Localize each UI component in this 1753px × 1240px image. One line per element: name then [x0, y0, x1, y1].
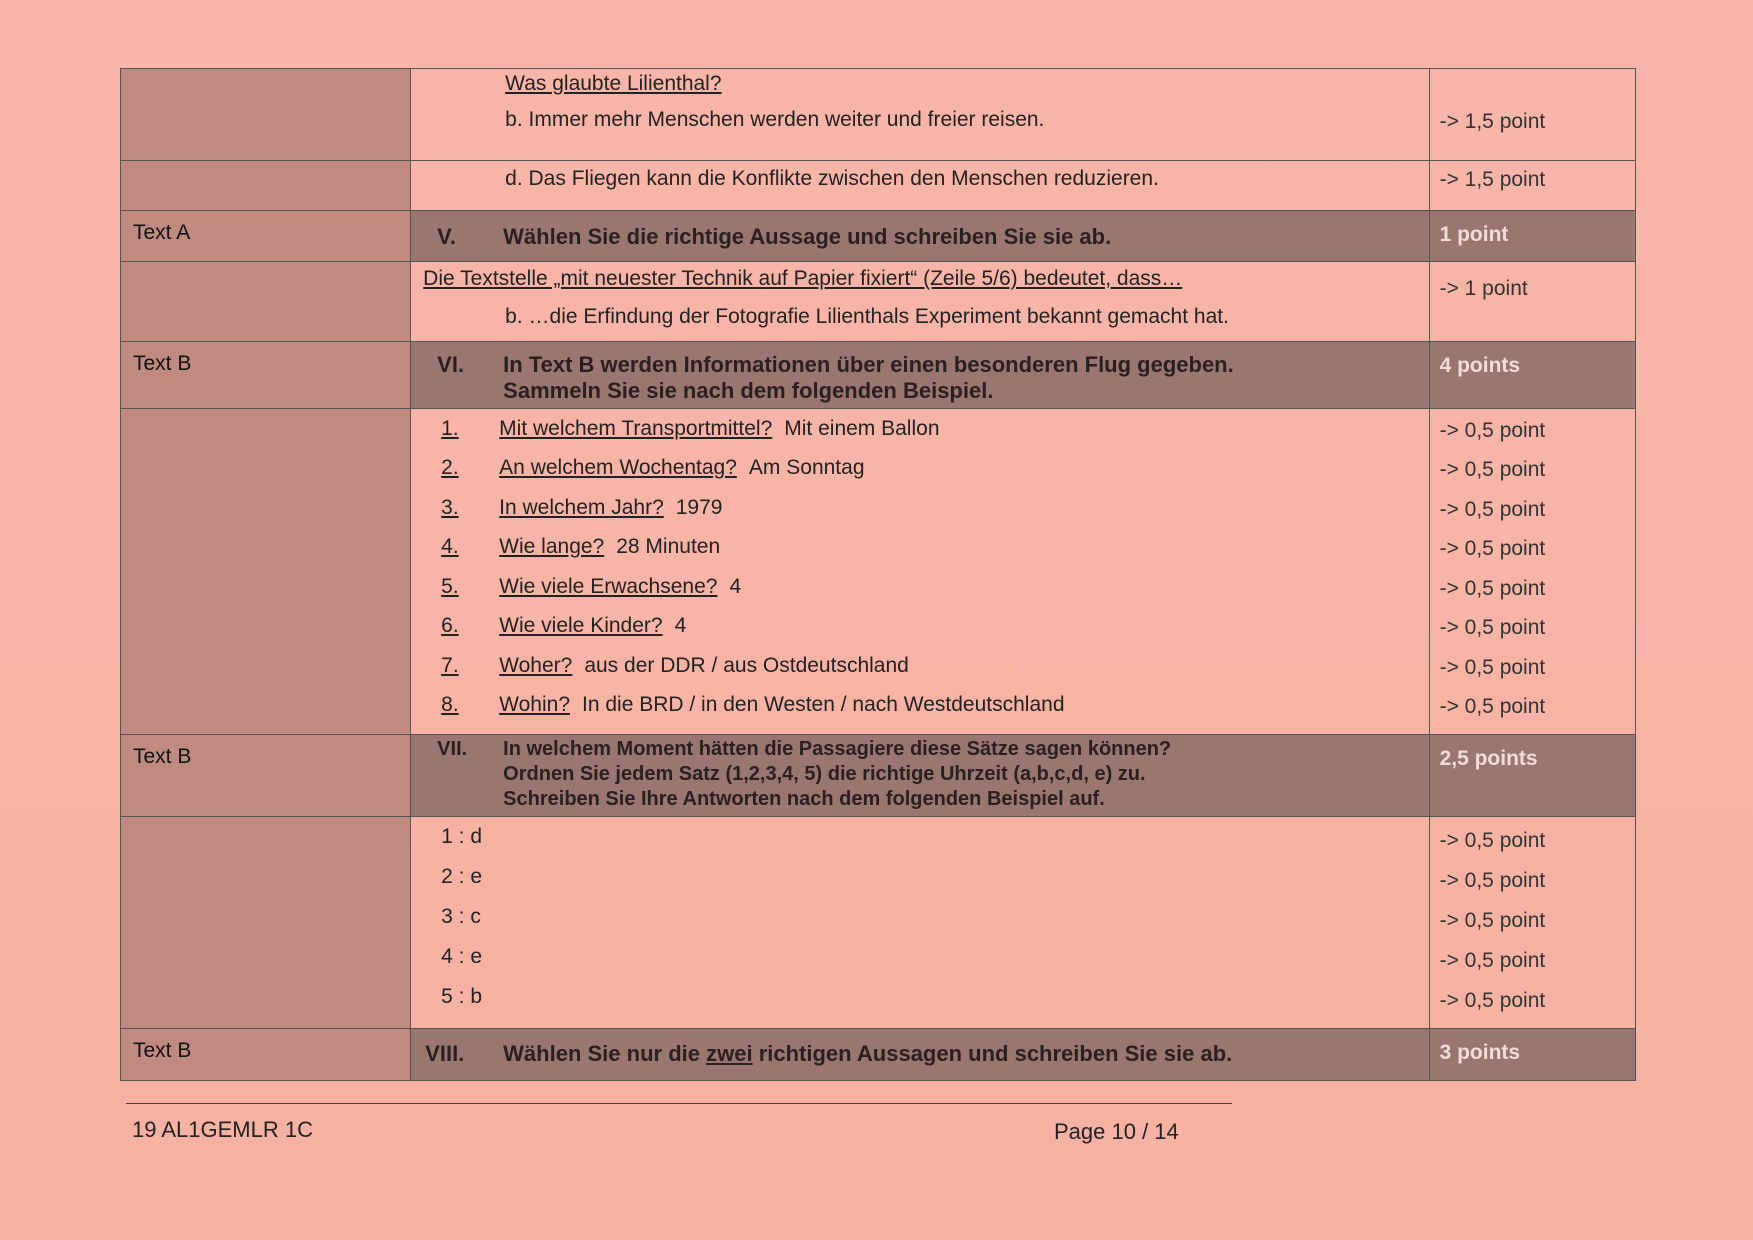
points-text: -> 0,5 point [1439, 949, 1546, 972]
section-header-row [121, 342, 1636, 409]
points-text: -> 0,5 point [1439, 576, 1546, 600]
text-label-cell [121, 161, 411, 211]
answer-cell [411, 262, 1429, 342]
section-header-row [121, 211, 1636, 262]
section-title-cell [411, 211, 1429, 262]
item-answer: Mit einem Ballon [784, 416, 940, 440]
item-answer: In die BRD / in den Westen / nach Westdeutschland [582, 693, 1065, 717]
section-header-row [121, 1029, 1636, 1081]
item-question: Wie viele Kinder? [499, 614, 663, 638]
item-number: 5. [441, 574, 459, 598]
text-label: Text A [133, 221, 191, 244]
table-row [121, 409, 1636, 735]
points-text: -> 0,5 point [1439, 829, 1546, 852]
points-text: -> 0,5 point [1439, 458, 1546, 482]
page-number: Page 10 / 14 [1054, 1119, 1179, 1144]
section-points: 4 points [1429, 342, 1635, 409]
text-label-cell [121, 342, 411, 409]
text-label: Text B [133, 745, 192, 768]
item-number: 8. [441, 693, 459, 717]
document-code: 19 AL1GEMLR 1C [132, 1117, 313, 1142]
list-item: 3 : c [441, 905, 481, 928]
section-number: VII. [437, 738, 468, 760]
section-points: 3 points [1429, 1029, 1635, 1081]
points-text: -> 0,5 point [1439, 695, 1546, 719]
points-text: -> 0,5 point [1439, 418, 1546, 442]
points-text: -> 0,5 point [1439, 537, 1546, 561]
list-item [411, 409, 1428, 449]
item-number: 7. [441, 653, 459, 677]
points-text: -> 1 point [1439, 277, 1528, 300]
points-cell [1429, 161, 1635, 211]
points-text: -> 1,5 point [1439, 168, 1546, 191]
answer-text: b. Immer mehr Menschen werden weiter und freier reisen. [505, 108, 1045, 131]
section-subtitle: Sammeln Sie sie nach dem folgenden Beispiel. [503, 378, 994, 403]
table-row [121, 69, 1636, 161]
section-title: Wählen Sie nur die [503, 1041, 700, 1066]
section-title: richtigen Aussagen und schreiben Sie sie ab. [758, 1041, 1233, 1066]
section-subtitle: Schreiben Sie Ihre Antworten nach dem folgenden Beispiel auf. [503, 788, 1105, 810]
item-number: 1. [441, 416, 459, 440]
section-title-cell [411, 1029, 1429, 1081]
answer-cell [411, 161, 1429, 211]
text-label: Text B [133, 1039, 192, 1062]
list-item [411, 488, 1428, 528]
answer-cell [411, 69, 1429, 161]
text-label: Text B [133, 352, 192, 375]
section-title: Wählen Sie die richtige Aussage und schreiben Sie sie ab. [503, 224, 1112, 249]
item-answer: 4 [729, 574, 742, 598]
section-title: In welchem Moment hätten die Passagiere diese Sätze sagen können? [503, 738, 1172, 760]
item-answer: 1979 [675, 495, 723, 519]
text-label-cell [121, 409, 411, 735]
list-item [411, 646, 1428, 686]
text-label-cell [121, 262, 411, 342]
item-number: 3. [441, 495, 459, 519]
question-text: Die Textstelle „mit neuester Technik auf Papier fixiert“ (Zeile 5/6) bedeutet, dass… [423, 267, 1183, 290]
points-cell [1429, 69, 1635, 161]
text-label-cell [121, 735, 411, 817]
answer-text: d. Das Fliegen kann die Konflikte zwischen den Menschen reduzieren. [505, 167, 1159, 190]
item-question: Woher? [499, 653, 573, 677]
item-number: 4. [441, 535, 459, 559]
list-item [411, 528, 1428, 568]
points-cell [1429, 409, 1635, 735]
list-item: 4 : e [441, 945, 483, 968]
section-title: In Text B werden Informationen über einen besonderen Flug gegeben. [503, 352, 1234, 377]
table-row [121, 817, 1636, 1029]
item-answer: Am Sonntag [748, 456, 865, 480]
points-cell [1429, 817, 1635, 1029]
text-label-cell [121, 69, 411, 161]
item-question: An welchem Wochentag? [499, 456, 737, 480]
item-number: 2. [441, 456, 459, 480]
table-row [121, 262, 1636, 342]
section-header-row [121, 735, 1636, 817]
correction-table [120, 68, 1636, 1081]
section-points: 2,5 points [1429, 735, 1635, 817]
section-title-emphasis: zwei [706, 1041, 753, 1066]
points-cell [1429, 262, 1635, 342]
item-question: Wie lange? [499, 535, 605, 559]
item-answer: aus der DDR / aus Ostdeutschland [584, 653, 909, 677]
section-title-cell [411, 735, 1429, 817]
item-question: Wohin? [499, 693, 570, 717]
item-question: Wie viele Erwachsene? [499, 574, 718, 598]
text-label-cell [121, 211, 411, 262]
footer-divider [126, 1103, 1232, 1104]
answer-list-cell [411, 817, 1429, 1029]
list-item [411, 607, 1428, 647]
section-title-cell [411, 342, 1429, 409]
list-item: 1 : d [441, 825, 483, 848]
points-text: -> 0,5 point [1439, 497, 1546, 521]
section-number: VIII. [425, 1041, 465, 1066]
answer-list-cell [411, 409, 1429, 735]
points-text: -> 1,5 point [1439, 110, 1546, 133]
list-item: 2 : e [441, 865, 483, 888]
section-number: VI. [437, 352, 465, 377]
list-item [411, 567, 1428, 607]
list-item [411, 686, 1428, 726]
list-item: 5 : b [441, 985, 483, 1008]
item-number: 6. [441, 614, 459, 638]
section-subtitle: Ordnen Sie jedem Satz (1,2,3,4, 5) die richtige Uhrzeit (a,b,c,d, e) zu. [503, 763, 1146, 785]
points-text: -> 0,5 point [1439, 909, 1546, 932]
section-number: V. [437, 224, 456, 249]
list-item [411, 449, 1428, 489]
item-answer: 28 Minuten [616, 535, 721, 559]
points-text: -> 0,5 point [1439, 616, 1546, 640]
section-points: 1 point [1429, 211, 1635, 262]
points-text: -> 0,5 point [1439, 869, 1546, 892]
question-text: Was glaubte Lilienthal? [505, 72, 722, 95]
item-question: In welchem Jahr? [499, 495, 664, 519]
points-text: -> 0,5 point [1439, 989, 1546, 1012]
table-row [121, 161, 1636, 211]
text-label-cell [121, 1029, 411, 1081]
item-answer: 4 [674, 614, 687, 638]
text-label-cell [121, 817, 411, 1029]
item-question: Mit welchem Transportmittel? [499, 416, 773, 440]
points-text: -> 0,5 point [1439, 655, 1546, 679]
answer-text: b. …die Erfindung der Fotografie Lilienthals Experiment bekannt gemacht hat. [505, 305, 1229, 328]
